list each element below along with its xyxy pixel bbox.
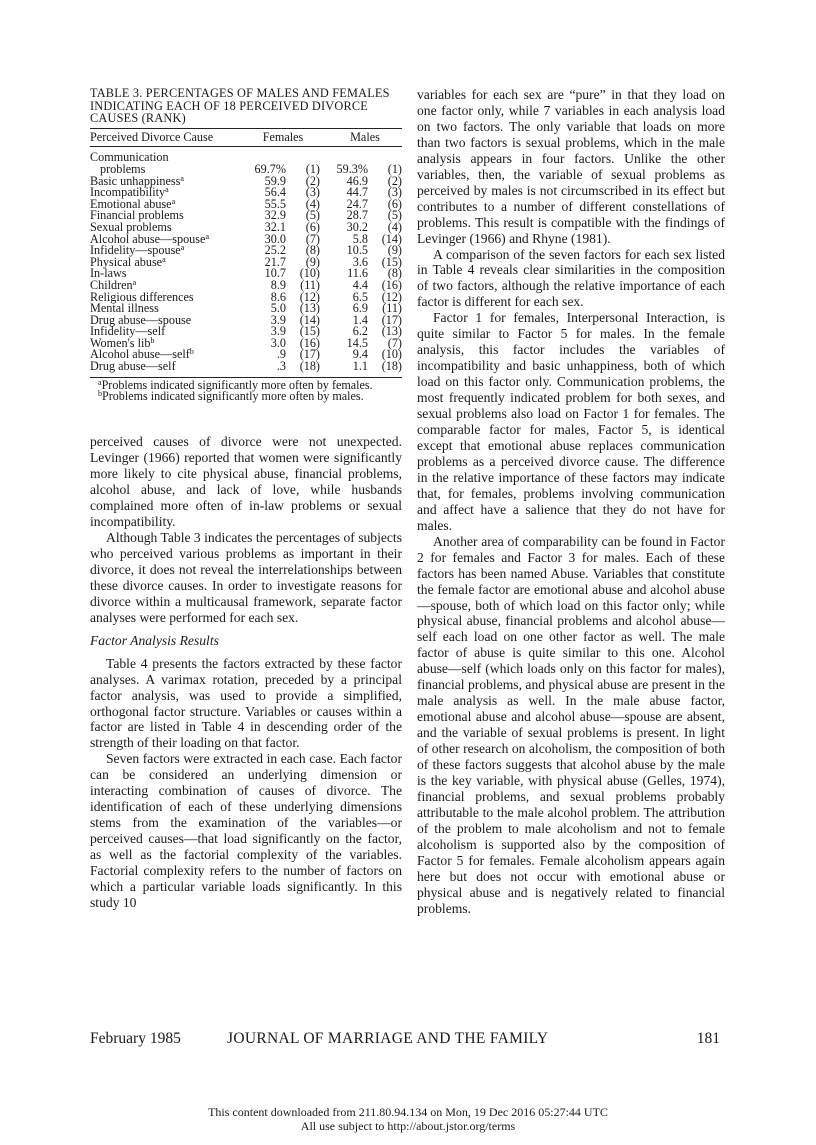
page-number: 181	[696, 1030, 720, 1047]
male-percent: 5.8	[352, 231, 368, 246]
female-percent: .9	[276, 347, 286, 362]
female-rank: (5)	[305, 208, 320, 223]
cause-cell: Drug abuse—self	[90, 361, 246, 377]
cause-cell: Infidelity—self	[90, 324, 166, 339]
male-percent: 59.3%	[336, 161, 368, 176]
male-percent: 1.1	[328, 361, 368, 377]
download-notice-line: This content downloaded from 211.80.94.134 on Mon, 19 Dec 2016 05:27:44 UTC	[208, 1105, 608, 1119]
male-percent: 11.6	[347, 266, 368, 281]
table-note-b: $^b$Problems indicated significantly more often by males.	[98, 389, 364, 404]
male-rank: (6)	[387, 196, 402, 211]
cause-cell: Physical abuse$^a$	[90, 254, 166, 269]
cause-cell: Emotional abuse$^a$	[90, 196, 176, 211]
running-footer	[90, 1030, 725, 1050]
female-percent: 30.0	[264, 231, 286, 246]
male-rank: (13)	[381, 324, 402, 339]
male-rank: (9)	[387, 243, 402, 258]
female-rank: (7)	[305, 231, 320, 246]
male-percent: 30.2	[346, 219, 368, 234]
header-cause: Perceived Divorce Cause	[90, 128, 246, 147]
table-note-a: $^a$Problems indicated significantly more often by females.	[98, 377, 373, 392]
female-rank: (14)	[299, 312, 320, 327]
female-rank: (1)	[305, 161, 320, 176]
significance-marker: a	[132, 277, 137, 287]
female-percent: 3.0	[270, 335, 286, 350]
cause-cell: Financial problems	[90, 208, 184, 223]
male-rank: (11)	[382, 301, 402, 316]
male-percent: 1.4	[352, 312, 368, 327]
header-males: Males	[328, 128, 402, 147]
male-rank: (18)	[374, 361, 402, 377]
significance-marker: a	[165, 185, 169, 195]
body-paragraph: Another area of comparability can be found in Factor 2 for females and Factor 3 for males. Each of these factors has been named Abuse. Variables that constitute the female factor are emotional abuse and alcohol abuse—spouse, both of which load on this factor only; while physical abuse, financial problems and alcohol abuse—self each load on one other factor as well. The male factor of abuse is quite similar to this one. Alcohol abuse—self (which loads only on this factor for males), financial problems, and physical abuse are present in the male analysis as well. In the male abuse factor, emotional abuse and alcohol abuse—spouse are absent, and the variable of sexual problems is present. In light of other research on alcoholism, the composition of both of these factors suggests that alcohol abuse by the male is the key variable, with physical abuse (Gelles, 1974), financial problems, and sexual problems probably attributable to the male alcohol problem. The attribution of the problem to male alcoholism and not to female alcoholism is supported also by the composition of Factor 5 for females. Female alcoholism appears again here but does not occur with emotional abuse or physical abuse and is negatively related to financial problems.	[417, 533, 725, 916]
significance-marker: a	[162, 254, 166, 264]
female-rank: (8)	[305, 243, 320, 258]
cause-cell: Infidelity—spouse$^a$	[90, 243, 185, 258]
male-percent: 24.7	[346, 196, 368, 211]
body-paragraph: Table 4 presents the factors extracted by these factor analyses. A varimax rotation, preceded by a principal factor analysis, was used to provide a simplified, orthogonal factor structure. Variables or causes within a factor are listed in Table 4 in descending order of the strength of their loading on that factor.	[90, 655, 402, 751]
female-rank: (15)	[299, 324, 320, 339]
header-females: Females	[246, 128, 320, 147]
significance-marker: a	[205, 231, 209, 241]
male-rank: (3)	[387, 185, 402, 200]
cause-cell: Mental illness	[90, 301, 159, 316]
female-rank: (10)	[299, 266, 320, 281]
female-rank: (9)	[305, 254, 320, 269]
cause-cell: In-laws	[90, 266, 127, 281]
female-percent: 8.9	[270, 277, 286, 292]
female-percent: 10.7	[264, 266, 286, 281]
significance-marker: a	[180, 243, 185, 253]
cause-cell: Women's lib$^b$	[90, 335, 155, 350]
body-paragraph: variables for each sex are “pure” in that they load on one factor only, while 7 variables in each analysis load on two factors. The only variable that loads on more than two factors is sexual problems, which in the male analysis appears in four factors. Unlike the other variables, then, the variable of sexual problems as perceived by males is not circumscribed in its effect but contributes to a number of different constellations of problems. This result is compatible with the findings of Levinger (1966) and Rhyne (1981).	[417, 87, 725, 246]
female-rank: (16)	[299, 335, 320, 350]
male-percent: 4.4	[352, 277, 368, 292]
female-percent: 25.2	[264, 243, 286, 258]
table-header-row	[90, 128, 402, 147]
male-percent: 44.7	[346, 185, 368, 200]
male-percent: 6.9	[352, 301, 368, 316]
significance-marker: b	[189, 347, 194, 357]
female-percent: 32.1	[264, 219, 286, 234]
male-rank: (10)	[381, 347, 402, 362]
cause-cell: problems	[100, 161, 146, 176]
footer-journal-title: JOURNAL OF MARRIAGE AND THE FAMILY	[227, 1030, 549, 1047]
significance-marker: a	[180, 173, 184, 183]
table-row	[90, 361, 402, 377]
cause-cell: Sexual problems	[90, 219, 172, 234]
section-heading: Factor Analysis Results	[90, 632, 219, 648]
female-rank: (6)	[305, 219, 320, 234]
female-rank: (4)	[305, 196, 320, 211]
divorce-causes-table	[90, 128, 402, 378]
cause-cell: Religious differences	[90, 289, 194, 304]
cause-cell: Incompatibility$^a$	[90, 185, 169, 200]
female-percent: 3.9	[270, 312, 286, 327]
body-paragraph: perceived causes of divorce were not unexpected. Levinger (1966) reported that women were significantly more likely to cite physical abuse, financial problems, alcohol abuse, and lack of love, while husbands complained more often of in-law problems or sexual incompatibility.	[90, 434, 402, 530]
male-percent: 46.9	[346, 173, 368, 188]
female-rank: (2)	[305, 173, 320, 188]
female-rank: (3)	[305, 185, 320, 200]
cause-cell: Communication	[90, 150, 169, 165]
male-rank: (17)	[381, 312, 402, 327]
male-percent: 6.5	[352, 289, 368, 304]
body-paragraph: Factor 1 for females, Interpersonal Interaction, is quite similar to Factor 5 for males. In the female analysis, this factor includes the variables of incompatibility and basic unhappiness, both of which load on this factor only. Communication problems, the most frequently indicated problem for both sexes, and sexual problems also load on Factor 1 for females. The comparable factor for males, Factor 5, is identical except that emotional abuse replaces communication problems as a perceived divorce cause. The difference in the relative importance of these factors may indicate that, for females, problems involving communication and affect have a salience that they do not have for males.	[417, 310, 725, 533]
body-paragraph: Although Table 3 indicates the percentages of subjects who perceived various problems as important in their divorce, it does not reveal the interrelationships between these divorce causes. In order to investigate reasons for divorce within a multicausal framework, separate factor analyses were performed for each sex.	[90, 529, 402, 625]
female-percent: 21.7	[264, 254, 286, 269]
male-percent: 9.4	[352, 347, 368, 362]
male-percent: 14.5	[346, 335, 368, 350]
male-rank: (8)	[387, 266, 402, 281]
female-percent: 3.9	[270, 324, 286, 339]
left-column	[90, 87, 402, 911]
male-rank: (15)	[381, 254, 402, 269]
female-percent: 32.9	[264, 208, 286, 223]
cause-cell: Basic unhappiness$^a$	[90, 173, 184, 188]
table-notes	[90, 377, 402, 404]
female-rank: (13)	[299, 301, 320, 316]
cause-cell: Alcohol abuse—spouse$^a$	[90, 231, 209, 246]
female-percent: 8.6	[270, 289, 286, 304]
female-percent: 5.0	[270, 301, 286, 316]
male-percent: 6.2	[352, 324, 368, 339]
table-caption: TABLE 3. PERCENTAGES OF MALES AND FEMALES INDICATING EACH OF 18 PERCEIVED DIVORCE CAUSES (RANK)	[90, 86, 390, 126]
male-rank: (14)	[381, 231, 402, 246]
male-percent: 28.7	[346, 208, 368, 223]
female-rank: (17)	[299, 347, 320, 362]
right-column	[417, 87, 725, 917]
cause-cell: Alcohol abuse—self$^b$	[90, 347, 194, 362]
female-percent: 55.5	[264, 196, 286, 211]
male-rank: (16)	[381, 277, 402, 292]
male-rank: (7)	[387, 335, 402, 350]
male-rank: (4)	[387, 219, 402, 234]
cause-cell: Drug abuse—spouse	[90, 312, 192, 327]
significance-marker: a	[171, 196, 176, 206]
female-percent: 59.9	[264, 173, 286, 188]
male-percent: 3.6	[352, 254, 368, 269]
female-percent: 56.4	[264, 185, 286, 200]
terms-notice-line: All use subject to http://about.jstor.org/terms	[300, 1118, 516, 1133]
female-rank: (11)	[300, 277, 320, 292]
female-percent: 69.7%	[254, 161, 286, 176]
female-rank: (12)	[299, 289, 320, 304]
male-rank: (2)	[387, 173, 402, 188]
male-percent: 10.5	[346, 243, 368, 258]
download-notice	[0, 1106, 816, 1133]
cause-cell: Children$^a$	[90, 277, 137, 292]
male-rank: (5)	[387, 208, 402, 223]
footer-date: February 1985	[90, 1030, 181, 1047]
female-rank: (18)	[292, 361, 320, 377]
body-paragraph: A comparison of the seven factors for each sex listed in Table 4 reveals clear similarities in the composition of two factors, although the relative importance of each factor is different for each sex.	[417, 246, 725, 310]
male-rank: (1)	[387, 161, 402, 176]
female-percent: .3	[246, 361, 286, 377]
significance-marker: b	[150, 335, 155, 345]
male-rank: (12)	[381, 289, 402, 304]
body-paragraph: Seven factors were extracted in each case. Each factor can be considered an underlying dimension or interacting combination of causes of divorce. The identification of each of these underlying dimensions stems from the examination of the variables—or perceived causes—that load significantly on the factor, as well as the factorial complexity of the variables. Factorial complexity refers to the number of factors on which a particular variable loads significantly. In this study 10	[90, 751, 402, 910]
